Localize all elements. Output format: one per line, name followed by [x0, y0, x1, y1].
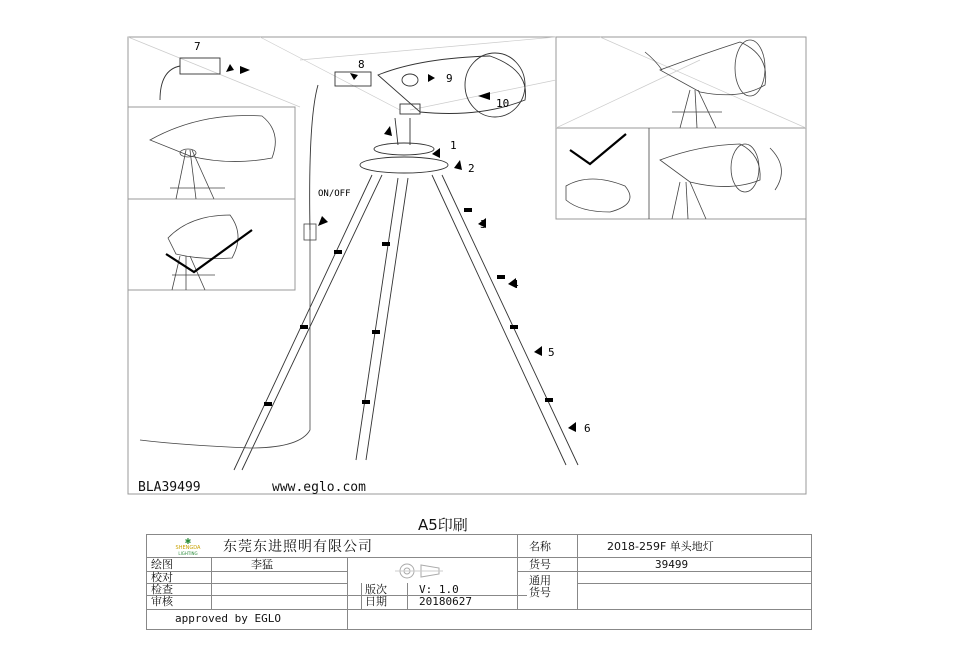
check-mark-left	[166, 230, 252, 272]
item-no: 39499	[655, 558, 689, 571]
version-label: 版次	[365, 583, 387, 596]
drawn-label: 绘图	[151, 558, 173, 571]
part-callout-1: 1	[450, 139, 457, 152]
company-logo	[169, 538, 207, 556]
date-label: 日期	[365, 595, 387, 608]
general-item-label-2: 货号	[529, 586, 551, 599]
part-callout-2: 2	[468, 162, 475, 175]
leg-joints	[264, 208, 553, 406]
check-mark-right	[570, 134, 626, 164]
inset-head-sketch	[645, 40, 766, 128]
logo-text-bottom: LIGHTING	[178, 551, 198, 556]
company-name: 东莞东进照明有限公司	[223, 539, 373, 555]
drawing-frame	[128, 37, 806, 494]
review-label: 审核	[151, 595, 173, 608]
part-callout-8: 8	[358, 58, 365, 71]
part-callout-10: 10	[496, 97, 510, 110]
proof-label: 校对	[151, 571, 173, 584]
logo-star-icon: ✱	[184, 537, 192, 546]
part-callout-4: 4	[512, 278, 519, 291]
inset-correct-sketch	[168, 215, 238, 290]
part-callout-6: 6	[584, 422, 591, 435]
general-item-label-1: 通用	[529, 574, 551, 587]
part-callout-3: 3	[480, 218, 487, 231]
version-value: V: 1.0	[419, 583, 459, 596]
approved-by: approved by EGLO	[175, 612, 281, 625]
website: www.eglo.com	[272, 480, 366, 495]
inset-rotate-sketch	[566, 128, 781, 219]
part-callout-7: 7	[194, 40, 201, 53]
inset-panel-top-left	[128, 107, 295, 199]
part-callout-9: 9	[446, 72, 453, 85]
check-label: 检查	[151, 583, 173, 596]
switch-label: ON/OFF	[318, 189, 351, 199]
assembly-arrows	[226, 64, 576, 432]
drawn-by: 李猛	[251, 558, 273, 571]
inset-panel-top-right	[556, 37, 806, 128]
tripod-hub	[360, 118, 448, 173]
power-cable	[140, 224, 316, 448]
title-block	[146, 534, 812, 630]
tripod-legs	[234, 175, 578, 470]
print-size-title: A5印刷	[418, 516, 468, 534]
item-no-label: 货号	[529, 558, 551, 571]
socket-part	[160, 58, 220, 100]
model-number: BLA39499	[138, 480, 201, 495]
construction-lines	[128, 37, 806, 128]
inset-shade-sketch	[150, 116, 275, 200]
inset-panel-bottom-left	[128, 199, 295, 290]
name-value: 2018-259F 单头地灯	[607, 540, 714, 553]
date-value: 20180627	[419, 595, 472, 608]
name-label: 名称	[529, 540, 551, 553]
inset-panel-middle-right	[556, 128, 806, 219]
part-callout-5: 5	[548, 346, 555, 359]
logo-text-top: SHENGDA	[175, 545, 201, 551]
projection-symbol	[387, 561, 447, 581]
